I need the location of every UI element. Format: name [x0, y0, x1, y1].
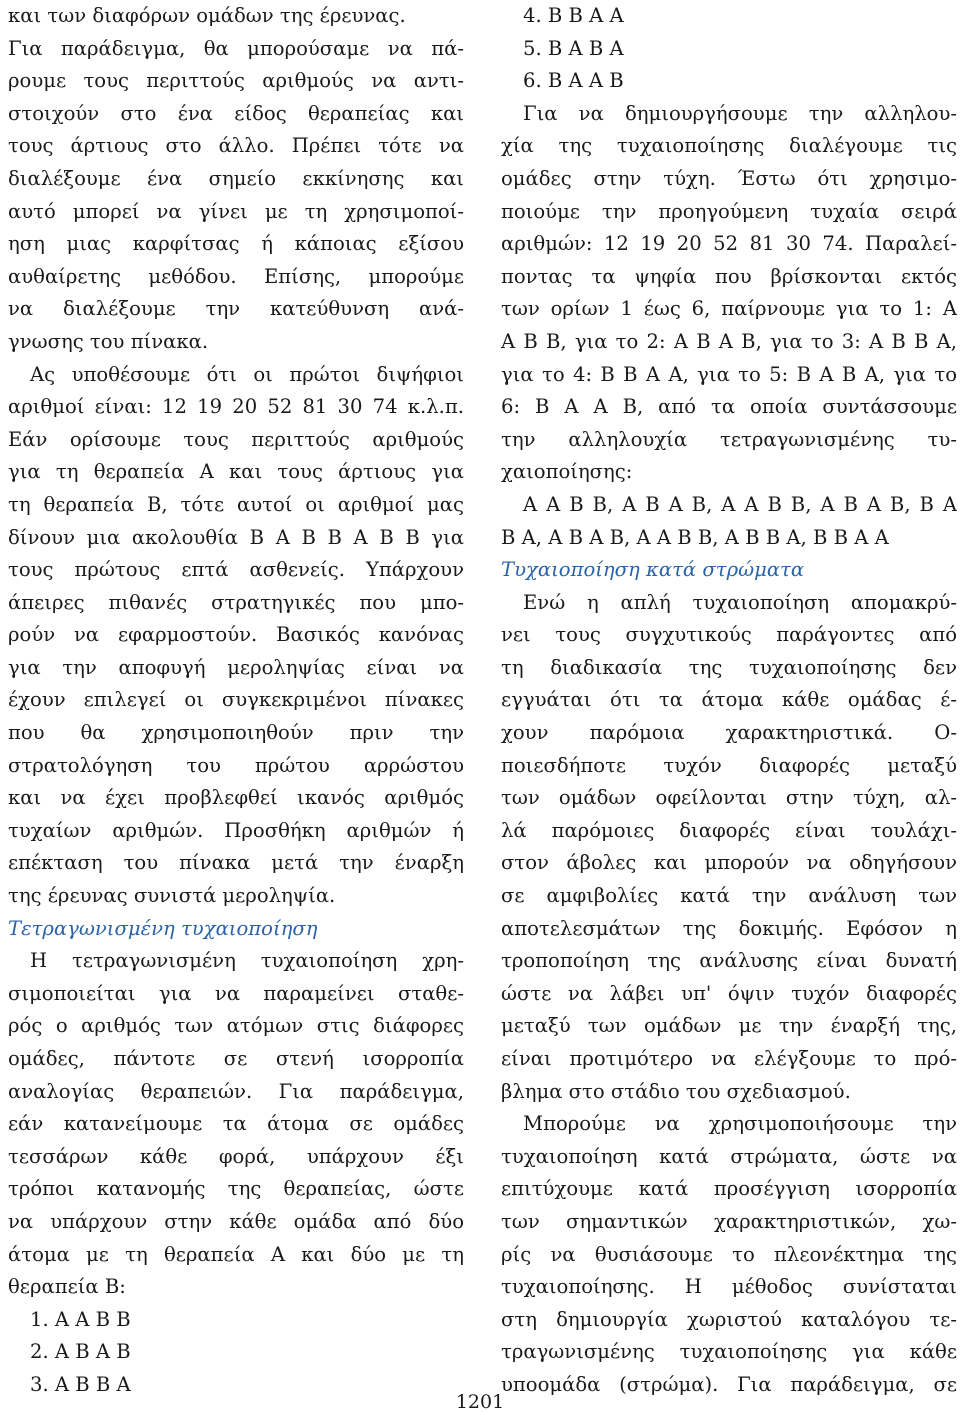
- text-line: ρίς να θυσιάσουμε το πλεονέκτημα της: [501, 1242, 957, 1266]
- list-item: 5. Β Α Β Α: [523, 36, 624, 60]
- text-line: σιμοποιείται για να παραμείνει σταθε-: [8, 981, 464, 1005]
- text-line: χία της τυχαιοποίησης διαλέγουμε τις: [501, 134, 957, 158]
- text-line: τυχαιοποίηση κατά στρώματα, ώστε να: [501, 1144, 957, 1168]
- list-item: 3. Α Β Β Α: [30, 1372, 131, 1396]
- text-line: ομάδες, πάντοτε σε στενή ισορροπία: [8, 1047, 464, 1070]
- text-line: και των διαφόρων ομάδων της έρευνας.: [8, 4, 406, 27]
- text-line: αυτό μπορεί να γίνει με τη χρησιμοποί-: [8, 199, 464, 223]
- text-line: διαλέξουμε ένα σημείο εκκίνησης και: [8, 166, 464, 190]
- text-line: που θα χρησιμοποιηθούν πριν την: [8, 721, 464, 745]
- text-line: ηση μιας καρφίτσας ή κάποιας εξίσου: [8, 232, 464, 256]
- text-line: δίνουν μια ακολουθία Β Α Β Β Α Β Β για: [8, 525, 464, 549]
- text-line: επιτύχουμε κατά προσέγγιση ισορροπία: [501, 1177, 957, 1201]
- text-line: τραγωνισμένης τυχαιοποίησης για κάθε: [501, 1340, 957, 1364]
- text-line: τους άρτιους στο άλλο. Πρέπει τότε να: [8, 134, 464, 158]
- text-line: Β Α, Α Β Α Β, Α Α Β Β, Α Β Β Α, Β Β Α Α: [501, 525, 889, 549]
- text-line: άτομα με τη θεραπεία Α και δύο με τη: [8, 1242, 464, 1266]
- text-line: να διαλέξουμε την κατεύθυνση ανά-: [8, 297, 464, 321]
- text-line: εγγυάται ότι τα άτομα κάθε ομάδας έ-: [501, 688, 957, 712]
- text-line: τυχαίων αριθμών. Προσθήκη αριθμών ή: [8, 818, 464, 842]
- text-line: των ορίων 1 έως 6, παίρνουμε για το 1: Α: [501, 297, 957, 321]
- text-line: στη δημιουργία χωριστού καταλόγου τε-: [501, 1307, 957, 1331]
- text-line: Εάν ορίσουμε τους περιττούς αριθμούς: [8, 427, 464, 451]
- text-line: αριθμών: 12 19 20 52 81 30 74. Παραλεί-: [501, 232, 957, 256]
- text-line: την αλληλουχία τετραγωνισμένης τυ-: [501, 427, 957, 451]
- text-line: Ας υποθέσουμε ότι οι πρώτοι διψήφιοι: [30, 362, 464, 386]
- list-item: 1. Α Α Β Β: [30, 1307, 131, 1331]
- right-column: [501, 0, 957, 1402]
- text-line: τεσσάρων κάθε φορά, υπάρχουν έξι: [8, 1144, 464, 1168]
- text-line: είναι προτιμότερο να ελέγξουμε το πρό-: [501, 1047, 957, 1070]
- text-line: Η τετραγωνισμένη τυχαιοποίηση χρη-: [30, 949, 464, 973]
- text-line: λά παρόμοιες διαφορές είναι τουλάχι-: [501, 818, 957, 842]
- text-line: μεταξύ των ομάδων με την έναρξή της,: [501, 1014, 957, 1038]
- left-column: [8, 0, 464, 1402]
- text-line: στον άβολες και μπορούν να οδηγήσουν: [501, 851, 957, 875]
- text-line: εάν κατανείμουμε τα άτομα σε ομάδες: [8, 1112, 464, 1136]
- text-line: Για παράδειγμα, θα μπορούσαμε να πά-: [8, 36, 464, 60]
- text-line: υποομάδα (στρώμα). Για παράδειγμα, σε: [501, 1372, 957, 1396]
- text-line: αποτελεσμάτων της δοκιμής. Εφόσον η: [501, 916, 957, 940]
- text-line: 6: Β Α Α Β, από τα οποία συντάσσουμε: [501, 395, 957, 419]
- text-line: Ενώ η απλή τυχαιοποίηση απομακρύ-: [523, 590, 957, 614]
- text-line: τους πρώτους επτά ασθενείς. Υπάρχουν: [8, 558, 464, 582]
- text-line: στρατολόγηση του πρώτου αρρώστου: [8, 753, 464, 777]
- text-line: να υπάρχουν στην κάθε ομάδα από δύο: [8, 1209, 464, 1233]
- text-line: των ομάδων οφείλονται στην τύχη, αλ-: [501, 786, 957, 810]
- text-line: ρουμε τους περιττούς αριθμούς να αντι-: [8, 69, 464, 93]
- text-line: επέκταση του πίνακα μετά την έναρξη: [8, 851, 464, 875]
- text-line: για την αποφυγή μεροληψίας είναι να: [8, 655, 464, 679]
- text-line: των σημαντικών χαρακτηριστικών, χω-: [501, 1209, 957, 1233]
- text-line: τροποποίηση της ανάλυσης είναι δυνατή: [501, 949, 957, 973]
- text-line: ρούν να εφαρμοστούν. Βασικός κανόνας: [8, 623, 464, 647]
- text-line: ποντας τα ψηφία που βρίσκονται εκτός: [501, 264, 957, 288]
- text-line: αναλογίας θεραπειών. Για παράδειγμα,: [8, 1079, 464, 1103]
- text-line: Α Β Β, για το 2: Α Β Α Β, για το 3: Α Β Β Α,: [501, 329, 957, 353]
- text-line: θεραπεία Β:: [8, 1275, 126, 1299]
- text-line: βλημα στο στάδιο του σχεδιασμού.: [501, 1079, 851, 1103]
- text-line: ρός ο αριθμός των ατόμων στις διάφορες: [8, 1014, 464, 1038]
- text-line: τη θεραπεία Β, τότε αυτοί οι αριθμοί μας: [8, 492, 464, 516]
- text-line: τη διαδικασία της τυχαιοποίησης δεν: [501, 655, 957, 679]
- text-line: χαιοποίησης:: [501, 460, 633, 484]
- text-line: ποιούμε την προηγούμενη τυχαία σειρά: [501, 199, 957, 223]
- text-line: άπειρες πιθανές στρατηγικές που μπο-: [8, 590, 464, 614]
- text-line: για το 4: Β Β Α Α, για το 5: Β Α Β Α, για το: [501, 362, 957, 386]
- text-line: της έρευνας συνιστά μεροληψία.: [8, 884, 336, 908]
- text-line: ποιεσδήποτε τυχόν διαφορές μεταξύ: [501, 753, 957, 777]
- text-line: και να έχει προβλεφθεί ικανός αριθμός: [8, 786, 464, 810]
- text-line: νει τους συγχυτικούς παράγοντες από: [501, 623, 957, 647]
- section-heading: Τετραγωνισμένη τυχαιοποίηση: [8, 916, 318, 940]
- text-line: Α Α Β Β, Α Β Α Β, Α Α Β Β, Α Β Α Β, Β Α: [523, 492, 957, 516]
- text-line: έχουν επιλεγεί οι συγκεκριμένοι πίνακες: [8, 688, 464, 712]
- list-item: 6. Β Α Α Β: [523, 69, 624, 93]
- text-line: ώστε να λάβει υπ' όψιν τυχόν διαφορές: [501, 981, 957, 1005]
- text-line: στοιχούν στο ένα είδος θεραπείας και: [8, 101, 464, 125]
- text-line: για τη θεραπεία Α και τους άρτιους για: [8, 460, 464, 484]
- text-line: γνωσης του πίνακα.: [8, 329, 209, 353]
- text-line: Για να δημιουργήσουμε την αλληλου-: [523, 101, 957, 125]
- text-line: χουν παρόμοια χαρακτηριστικά. Ο-: [501, 721, 957, 745]
- list-item: 2. Α Β Α Β: [30, 1340, 131, 1364]
- text-line: αυθαίρετης μεθόδου. Επίσης, μπορούμε: [8, 264, 464, 288]
- text-line: τρόποι κατανομής της θεραπείας, ώστε: [8, 1177, 464, 1201]
- list-item: 4. Β Β Α Α: [523, 4, 624, 27]
- text-line: αριθμοί είναι: 12 19 20 52 81 30 74 κ.λ.π.: [8, 395, 464, 419]
- page-number: 1201: [455, 1391, 505, 1413]
- text-line: ομάδες στην τύχη. Έστω ότι χρησιμο-: [501, 166, 957, 190]
- text-line: Μπορούμε να χρησιμοποιήσουμε την: [523, 1112, 957, 1136]
- section-heading: Τυχαιοποίηση κατά στρώματα: [501, 558, 805, 582]
- text-line: τυχαιοποίησης. Η μέθοδος συνίσταται: [501, 1275, 957, 1299]
- text-line: σε αμφιβολίες κατά την ανάλυση των: [501, 884, 957, 908]
